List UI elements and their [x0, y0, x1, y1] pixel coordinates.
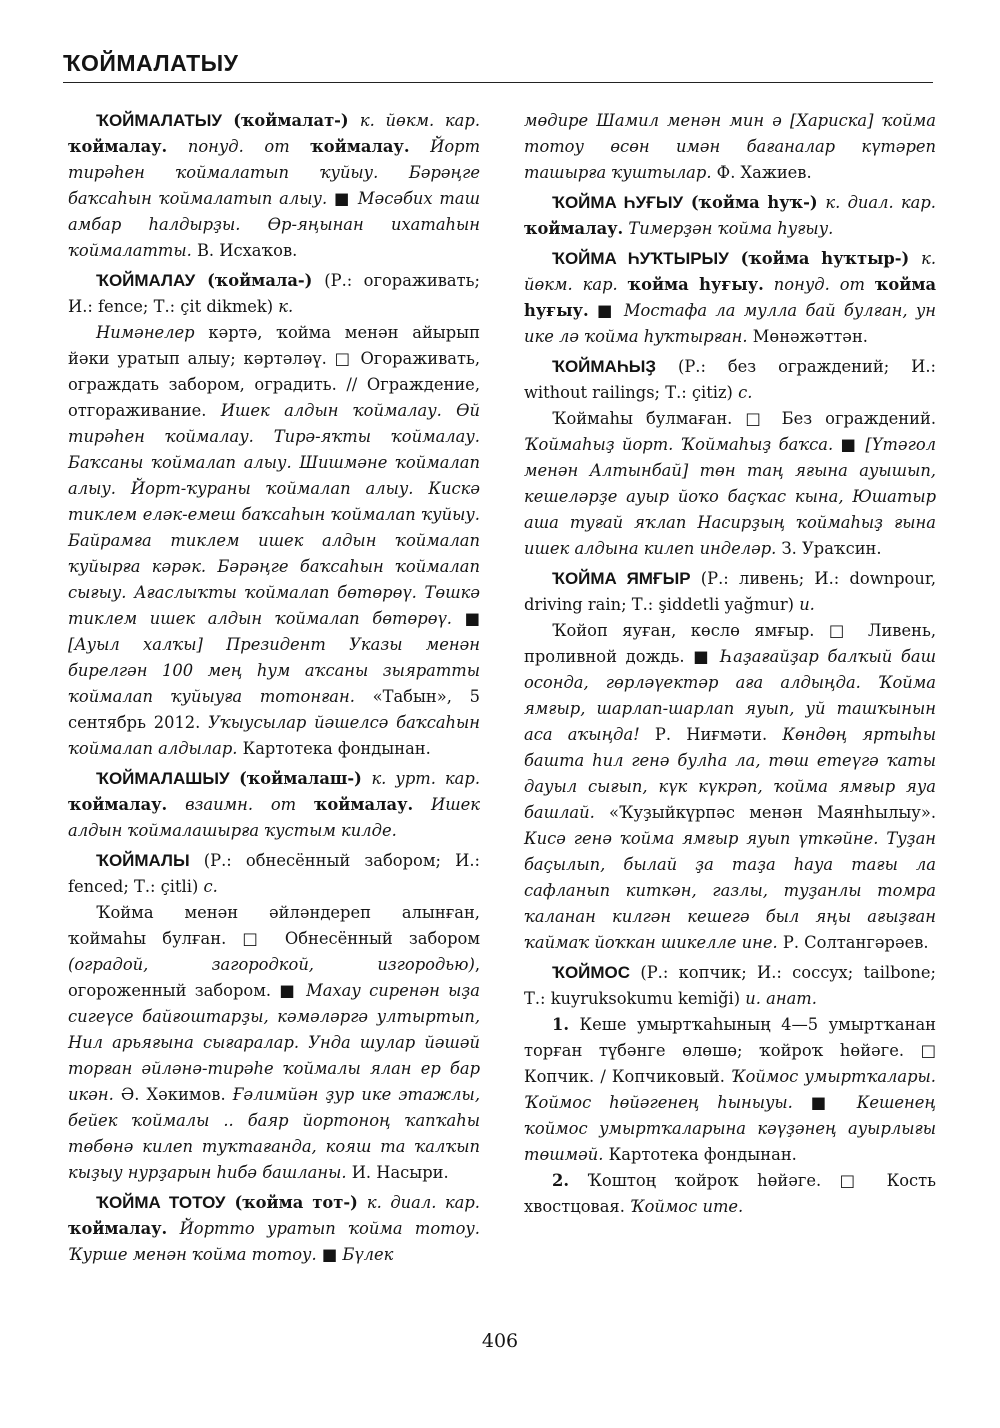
entry-text: И. Насыри. [346, 1163, 449, 1182]
page-number: 406 [481, 1330, 519, 1352]
entry-paragraph [524, 960, 936, 1012]
entry-paragraph [524, 246, 936, 350]
entry-text: ҡоймалау. [310, 137, 410, 156]
entry-text: ҡойма һуғыу. [524, 275, 937, 320]
entry-text: Кисә генә ҡойма ямғыр яуып үткәйне. Туҙан баҫылып, былай ҙа таҙа һауа тағы ла сафланып киткән, газлы, туҙанлы томра ҡаланан килгән кешегә был яңы ағыҙған ҡаймаҡ йоҡкан шикелле ине. [524, 829, 936, 952]
entry-text: Ишек алдын ҡоймалашырға ҡустым килде. [68, 795, 480, 840]
entry-text: ҡойма һуғыу. [627, 275, 764, 294]
entry-text: Ҡоймос умыртҡалары. Ҡоймос һөйәгенең һыныуы. ■ Кешенең ҡоймос умыртҡаларына кәүҙәнең ауырлығы төшмәй. [524, 1067, 936, 1164]
entry-paragraph [68, 900, 480, 1186]
entry-text: и. [799, 595, 815, 614]
entry-text: Картотека фондынан. [603, 1145, 797, 1164]
entry-text: «Табын», 5 сентябрь 2012. [68, 687, 480, 732]
entry-paragraph [524, 1168, 936, 1220]
headword: ҠОЙМА ҺУҠТЫРЫУ [552, 249, 729, 268]
entry-text: Ҡоштоң ҡойроҡ һөйәге. □ Кость хвостцовая. [524, 1171, 936, 1216]
entry-text: к. [278, 297, 294, 316]
entry-text: Картотека фондынан. [237, 739, 431, 758]
dictionary-entry [524, 960, 936, 1220]
headword: ҠОЙМАЛАУ [96, 271, 196, 290]
entry-text: Йортто уратып ҡойма тотоу. Ҡурше менән ҡойма тотоу. ■ Бүлек [68, 1219, 480, 1264]
right-column [524, 108, 936, 1224]
dictionary-entry [524, 190, 936, 242]
dictionary-entry [68, 268, 480, 762]
headword: ҠОЙМА ЯМҒЫР [552, 569, 691, 588]
entry-text: , огороженный забором. [68, 955, 480, 1000]
entry-paragraph [524, 566, 936, 618]
entry-text: ҡоймалау. [313, 795, 414, 814]
dictionary-entry [524, 566, 936, 956]
entry-text: В. Исхаҡов. [191, 241, 298, 260]
entry-paragraph [68, 848, 480, 900]
dictionary-entry [524, 246, 936, 350]
entry-text: Көндөң яртыһы башта һил генә булһа ла, төш етеүгә ҡаты дауыл сығып, күк күкрәп, ҡойма ямғыр яуа башлай. [524, 725, 937, 822]
headword: ҠОЙМА ҺУҒЫУ [552, 193, 684, 212]
entry-paragraph [524, 108, 936, 186]
dictionary-entry [524, 108, 936, 186]
headword: ҠОЙМАЛАШЫУ [96, 769, 230, 788]
entry-paragraph [524, 406, 936, 562]
entry-text: 1. [552, 1015, 569, 1034]
entry-text: к. йөкм. кар. [524, 249, 936, 294]
running-head: ҠОЙМАЛАТЫУ [63, 50, 239, 76]
entry-text: Ҡоймаһыҙ йорт. Ҡоймаһыҙ баҡса. ■ [Үтәгол менән Алтынбай] төн таң яғына ауышып, кешеләрҙе ауыр йоҡо баҫҡас кына, Юшатыр аша туғай яҡлап Насирҙың ҡоймаһыҙ ғына ишек алдына килеп инделәр. [524, 435, 936, 558]
entry-text: Кеше умыртҡаһының 4—5 умыртҡанан торған түбәнге өлөшө; ҡойроҡ һөйәге. □ Копчик. / Копчиковый. [524, 1015, 936, 1086]
entry-text: (Р.: обнесённый забором; И.: fenced; Т.: çitli) [68, 851, 480, 896]
entry-paragraph [68, 766, 480, 844]
entry-text: (Р.: ливень; И.: downpour, driving rain; Т.: şiddetli yağmur) [524, 569, 937, 614]
entry-text: Уҡыусылар йәшелсә баҡсаһын ҡоймалап алдылар. [68, 713, 480, 758]
entry-text: к. урт. кар. [371, 769, 480, 788]
entry-text: взаимн. от [167, 795, 314, 814]
entry-text: (ҡоймала-) [195, 271, 325, 290]
entry-text: (ҡойма һуҡтыр-) [728, 249, 922, 268]
entry-text: с. [203, 877, 218, 896]
entry-text: Мөнәжәттән. [747, 327, 868, 346]
entry-text: к. диал. кар. [825, 193, 936, 212]
entry-text: Ф. Хажиев. [711, 163, 812, 182]
entry-text: (ҡоймалат-) [222, 111, 360, 130]
entry-text: ■ Мостафа ла мулла бай булған, ун ике лә ҡойма һуҡтырған. [524, 301, 936, 346]
entry-paragraph [524, 190, 936, 242]
entry-text: к. йөкм. кар. [359, 111, 480, 130]
entry-paragraph [68, 320, 480, 762]
header-rule [63, 82, 933, 83]
entry-text: «Ҡуҙыйкүрпәс менән Маянһылыу». [594, 803, 936, 822]
entry-paragraph [524, 1012, 936, 1168]
entry-text: Ишек алдын ҡоймалау. Өй тирәһен ҡоймалау. Тирә-яҡты ҡоймалау. Баҡсаны ҡоймалап алыу. Шишмәне ҡоймалап алыу. Йорт-ҡураны ҡоймалап алыу. Кискә тиклем еләк-емеш баҡсаһын ҡоймалап ҡуйыу. Байрамға тиклем ишек алдын ҡоймалап ҡуйырға кәрәк. Бәрәңге баҡсаһын ҡоймалап сығыу. Ағаслыҡты ҡоймалап бөтөрөү. Төшкә тиклем ишек алдын ҡоймалап бөтөрөү. ■ [Ауыл халҡы] Президент Указы менән бирелгән 100 мең һум аҡсаны зыяратты ҡоймалап ҡуйыуға тотонған. [68, 401, 480, 706]
entry-text: ҡоймалау. [524, 219, 624, 238]
entry-text: Нимәнелер [96, 323, 195, 342]
entry-text: Р. Ниғмәти. [639, 725, 783, 744]
entry-paragraph [524, 354, 936, 406]
entry-text: (Р.: без ограждений; И.: without railings; Т.: çitiz) [524, 357, 936, 402]
entry-text: к. диал. кар. [366, 1193, 480, 1212]
dictionary-entry [524, 354, 936, 562]
entry-text: (ҡойма тот-) [225, 1193, 367, 1212]
headword: ҠОЙМАЛЫ [96, 851, 190, 870]
entry-text: ҡоймалау. [68, 137, 168, 156]
entry-text: ■ Махау сиренән ыҙа сигеүсе байғоштарҙы, кәмәләргә ултыртып, Нил арьяғына сығаралар. Унда шулар йәшәй торған әйләнә-тирәһе ҡоймалы ялан ер бар икән. [68, 981, 480, 1104]
entry-text: Ғәлимйән ҙур ике этажлы, бейек ҡоймалы .. баяр йортоноң ҡапҡаһы төбөнә килеп туҡтағанда, кояш та ҡалҡып кыҙыу нурҙарын һибә башланы. [68, 1085, 480, 1182]
entry-text: кәртә, ҡойма менән айырып йәки уратып алыу; кәртәләү. □ Огораживать, ограждать забором, оградить. // Ограждение, отгораживание. [68, 323, 480, 420]
entry-text: ҡоймалау. [68, 795, 168, 814]
entry-text: 2. [552, 1171, 569, 1190]
headword: ҠОЙМАҺЫҘ [552, 357, 657, 376]
entry-text: (Р.: копчик; И.: coccyx; tailbone; Т.: kuyruksokumu kemiği) [524, 963, 936, 1008]
entry-text: З. Ураҡсин. [776, 539, 882, 558]
entry-text: ■ Һаҙағайҙар балҡый баш осонда, гөрләүектәр аға алдыңда. Ҡойма ямғыр, шарлап-шарлап яуып, уй ташҡынын аса аҡыңда! [524, 647, 936, 744]
entry-text: Ҡоймаһы булмаған. □ Без ограждений. [552, 409, 936, 428]
entry-text: Ҡоймос ите. [630, 1197, 744, 1216]
left-column [68, 108, 480, 1272]
entry-text: мөдире Шамил менән мин ә [Хариска] ҡойма тотоу өсөн имән бағаналар күтәреп ташырға ҡуштылар. [524, 111, 936, 182]
entry-text: Р. Солтангәрәев. [777, 933, 929, 952]
entry-text: Тимерҙән ҡойма һуғыу. [623, 219, 834, 238]
entry-text: ҡоймалау. [68, 1219, 168, 1238]
entry-text: (Р.: огораживать; И.: fence; Т.: çit dikmek) [68, 271, 480, 316]
entry-text: понуд. от [763, 275, 875, 294]
entry-paragraph [68, 108, 480, 264]
entry-text: (ҡойма һуҡ-) [683, 193, 826, 212]
entry-text: понуд. от [167, 137, 311, 156]
headword: ҠОЙМА ТОТОУ [96, 1193, 226, 1212]
dictionary-entry [68, 1190, 480, 1268]
entry-text: с. [738, 383, 753, 402]
dictionary-entry [68, 766, 480, 844]
entry-paragraph [68, 268, 480, 320]
entry-text: Ҡойма менән әйләндереп алынған, ҡоймаһы булған. □ Обнесённый забором [68, 903, 480, 948]
entry-text: и. анат. [745, 989, 817, 1008]
dictionary-entry [68, 848, 480, 1186]
entry-text: (ҡоймалаш-) [229, 769, 372, 788]
dictionary-entry [68, 108, 480, 264]
headword: ҠОЙМОС [552, 963, 631, 982]
entry-text: Ҡойоп яуған, көслө ямғыр. □ Ливень, проливной дождь. [524, 621, 936, 666]
entry-paragraph [68, 1190, 480, 1268]
entry-text: Ә. Хәкимов. [113, 1085, 233, 1104]
entry-text: Йорт тирәһен ҡоймалатып ҡуйыу. Бәрәңге баҡсаһын ҡоймалатып алыу. ■ Мәсәбих таш амбар һалдырҙы. Өр-яңынан ихатаһын ҡоймалатты. [68, 137, 481, 260]
headword: ҠОЙМАЛАТЫУ [96, 111, 222, 130]
entry-paragraph [524, 618, 936, 956]
entry-text: (оградой, загородкой, изгородью) [68, 955, 475, 974]
